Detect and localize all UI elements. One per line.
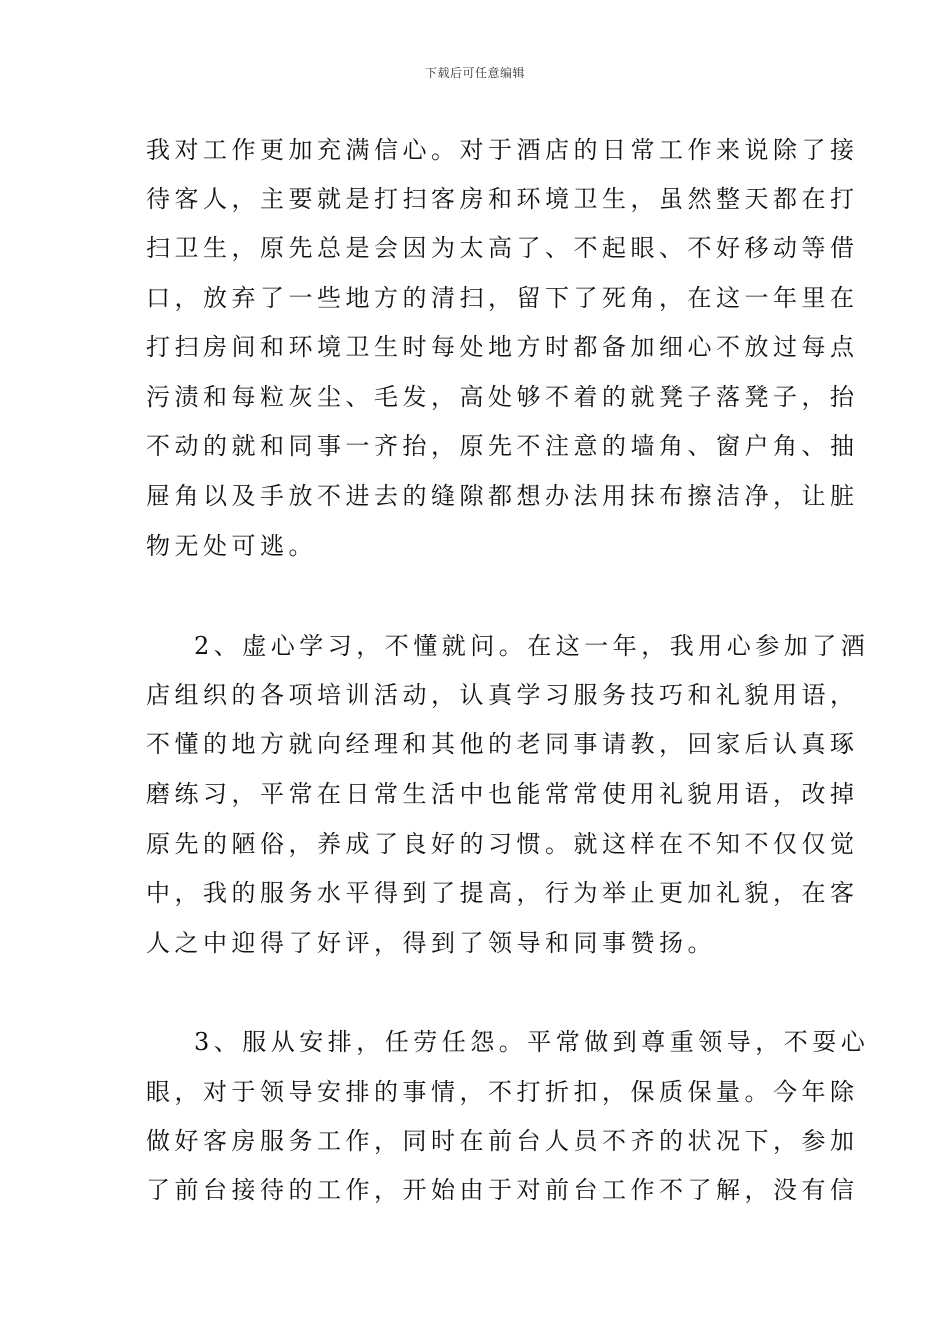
body-text-line: 污渍和每粒灰尘、毛发，高处够不着的就凳子落凳子，抬: [146, 383, 859, 411]
body-text-line: 待客人，主要就是打扫客房和环境卫生，虽然整天都在打: [146, 185, 859, 213]
body-text-line: 店组织的各项培训活动，认真学习服务技巧和礼貌用语，: [146, 681, 859, 709]
body-text-line: 磨练习，平常在日常生活中也能常常使用礼貌用语，改掉: [146, 780, 859, 808]
body-text-line: 眼，对于领导安排的事情，不打折扣，保质保量。今年除: [146, 1078, 859, 1106]
paragraph-3-first-line: 3、服从安排，任劳任怨。平常做到尊重领导，不耍心: [194, 1028, 870, 1056]
body-text-line: 我对工作更加充满信心。对于酒店的日常工作来说除了接: [146, 136, 859, 164]
body-text-line: 不懂的地方就向经理和其他的老同事请教，回家后认真琢: [146, 730, 859, 758]
body-text-line: 原先的陋俗，养成了良好的习惯。就这样在不知不仅仅觉: [146, 830, 859, 858]
body-text-line: 扫卫生，原先总是会因为太高了、不起眼、不好移动等借: [146, 234, 859, 262]
body-text-line: 人之中迎得了好评，得到了领导和同事赞扬。: [146, 929, 716, 957]
body-text-line: 做好客房服务工作，同时在前台人员不齐的状况下，参加: [146, 1127, 859, 1155]
page-header: 下载后可任意编辑: [424, 66, 525, 80]
body-text-line: 打扫房间和环境卫生时每处地方时都备加细心不放过每点: [146, 333, 859, 361]
paragraph-2-first-line: 2、虚心学习，不懂就问。在这一年，我用心参加了酒: [194, 632, 870, 660]
body-text-line: 不动的就和同事一齐抬，原先不注意的墙角、窗户角、抽: [146, 432, 859, 460]
body-text-line: 了前台接待的工作，开始由于对前台工作不了解，没有信: [146, 1176, 859, 1204]
body-text-line: 物无处可逃。: [146, 532, 317, 560]
body-text-line: 中，我的服务水平得到了提高，行为举止更加礼貌，在客: [146, 879, 859, 907]
body-text-line: 口，放弃了一些地方的清扫，留下了死角，在这一年里在: [146, 284, 859, 312]
body-text-line: 屉角以及手放不进去的缝隙都想办法用抹布擦洁净，让脏: [146, 482, 859, 510]
